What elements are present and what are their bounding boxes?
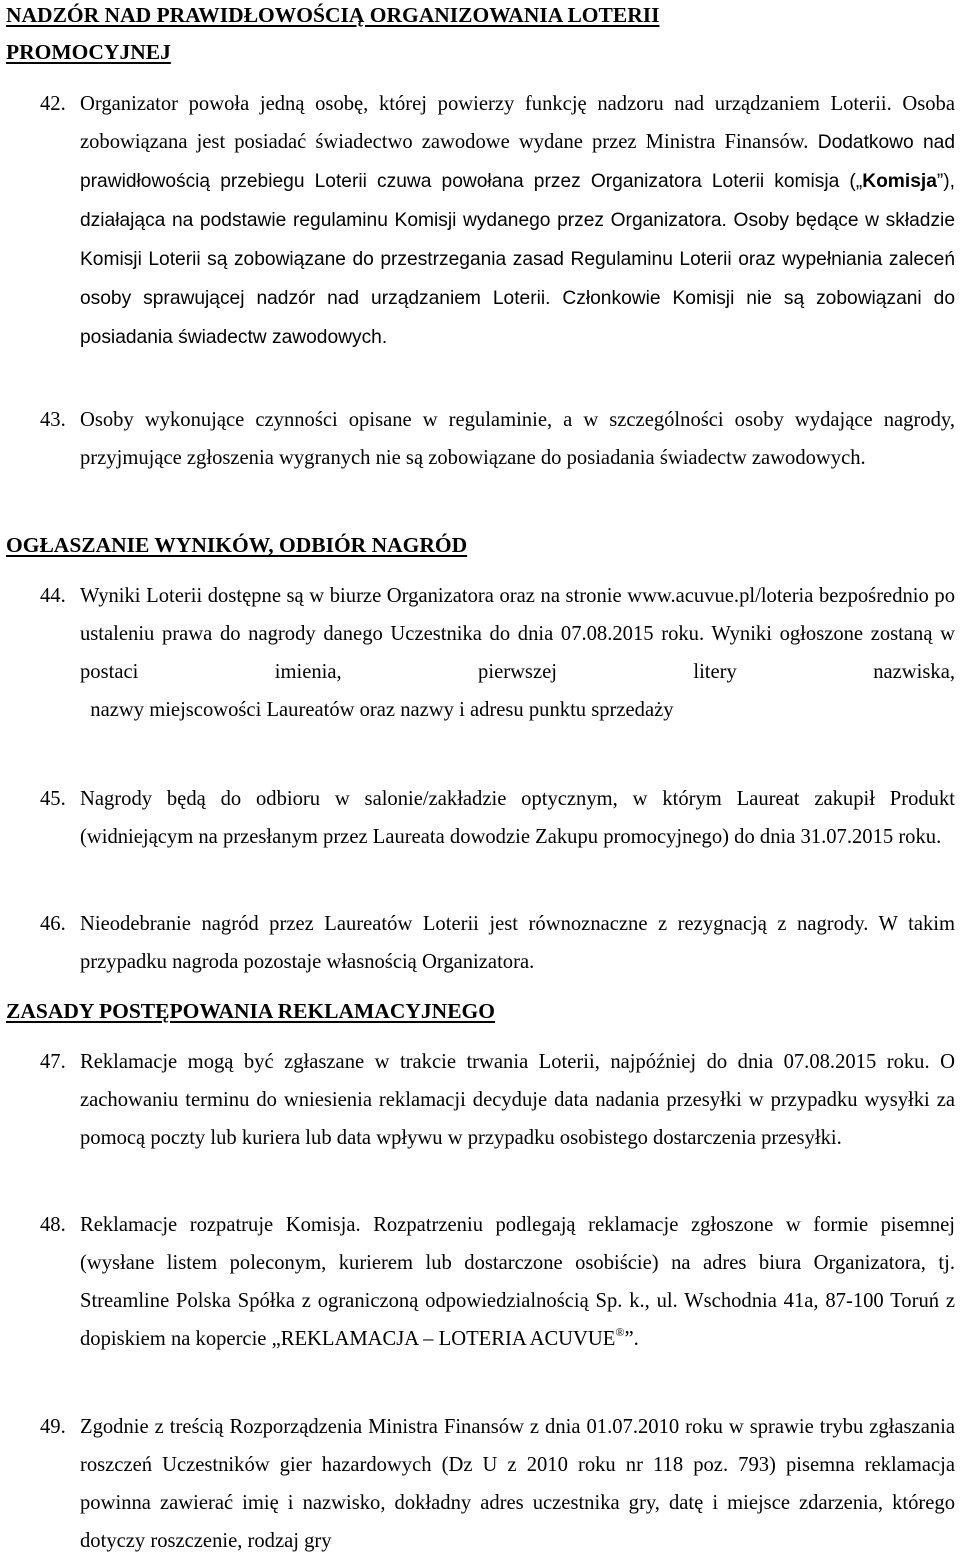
item-number: 45. [40,788,66,810]
item-number: 46. [40,913,66,935]
heading-line-2: PROMOCYJNEJ [6,40,171,64]
item-text: Organizator powoła jedną osobę, której powierzy funkcję nadzoru nad urządzaniem Loterii. Osoba zobowiązana jest posiadać świadectwo zawodowe wydane przez Ministra Finansów. Dodatkowo nad prawidłowością przebiegu Loterii czuwa powołana przez Organizatora Loterii komisja („Komisja”), działająca na podstawie regulaminu Komisji wydanego przez Organizatora. Osoby będące w składzie Komisji Loterii są zobowiązane do przestrzegania zasad Regulaminu Loterii oraz wypełniania zaleceń osoby sprawującej nadzór nad urządzaniem Loterii. Członkowie Komisji nie są zobowiązani do posiadania świadectw zawodowych. [80,93,955,348]
item-text: Reklamacje mogą być zgłaszane w trakcie trwania Loterii, najpóźniej do dnia 07.08.2015 roku. O zachowaniu terminu do wniesienia reklamacji decyduje data nadania przesyłki w przypadku wysyłki za pomocą poczty lub kuriera lub data wpływu w przypadku osobistego dostarczenia przesyłki. [80,1051,955,1149]
section-heading-complaints: ZASADY POSTĘPOWANIA REKLAMACYJNEGO [6,999,495,1023]
item-number: 42. [40,93,66,115]
item-text: Zgodnie z treścią Rozporządzenia Ministra Finansów z dnia 01.07.2010 roku w sprawie trybu zgłaszania roszczeń Uczestników gier hazardowych (Dz U z 2010 roku nr 118 poz. 793) pisemna reklamacja powinna zawierać imię i nazwisko, dokładny adres uczestnika gry, datę i miejsce zdarzenia, którego dotyczy roszczenie, rodzaj gry [80,1416,955,1552]
heading-line-1: NADZÓR NAD PRAWIDŁOWOŚCIĄ ORGANIZOWANIA LOTERII [6,3,660,27]
section-heading-results: OGŁASZANIE WYNIKÓW, ODBIÓR NAGRÓD [6,533,468,557]
item-text: Nagrody będą do odbioru w salonie/zakładzie optycznym, w którym Laureat zakupił Produkt (widniejącym na przesłanym przez Laureata dowodzie Zakupu promocyjnego) do dnia 31.07.2015 roku. [80,788,955,848]
item-number: 49. [40,1416,66,1438]
item-number: 48. [40,1214,66,1236]
item-text: Osoby wykonujące czynności opisane w regulaminie, a w szczególności osoby wydające nagrody, przyjmujące zgłoszenia wygranych nie są zobowiązane do posiadania świadectw zawodowych. [80,409,955,469]
item-text: Wyniki Loterii dostępne są w biurze Organizatora oraz na stronie www.acuvue.pl/loteria bezpośrednio po ustaleniu prawa do nagrody danego Uczestnika do dnia 07.08.2015 roku. Wyniki ogłoszone zostaną w postaci imienia, pierwszej litery nazwiska, nazwy miejscowości Laureatów oraz nazwy i adresu punktu sprzedaży [80,585,955,721]
registered-mark: ® [615,1325,625,1339]
item-number: 43. [40,409,66,431]
item-text: Nieodebranie nagród przez Laureatów Loterii jest równoznaczne z rezygnacją z nagrody. W takim przypadku nagroda pozostaje własnością Organizatora. [80,913,955,973]
item-text: Reklamacje rozpatruje Komisja. Rozpatrzeniu podlegają reklamacje zgłoszone w formie pisemnej (wysłane listem poleconym, kurierem lub dostarczone osobiście) na adres biura Organizatora, tj. Streamline Polska Spółka z ograniczoną odpowiedzialnością Sp. k., ul. Wschodnia 41a, 87-100 Toruń z dopiskiem na kopercie „REKLAMACJA – LOTERIA ACUVUE®”. [80,1214,955,1350]
item-number: 47. [40,1051,66,1073]
item-number: 44. [40,585,66,607]
section-heading-supervision [6,0,659,71]
